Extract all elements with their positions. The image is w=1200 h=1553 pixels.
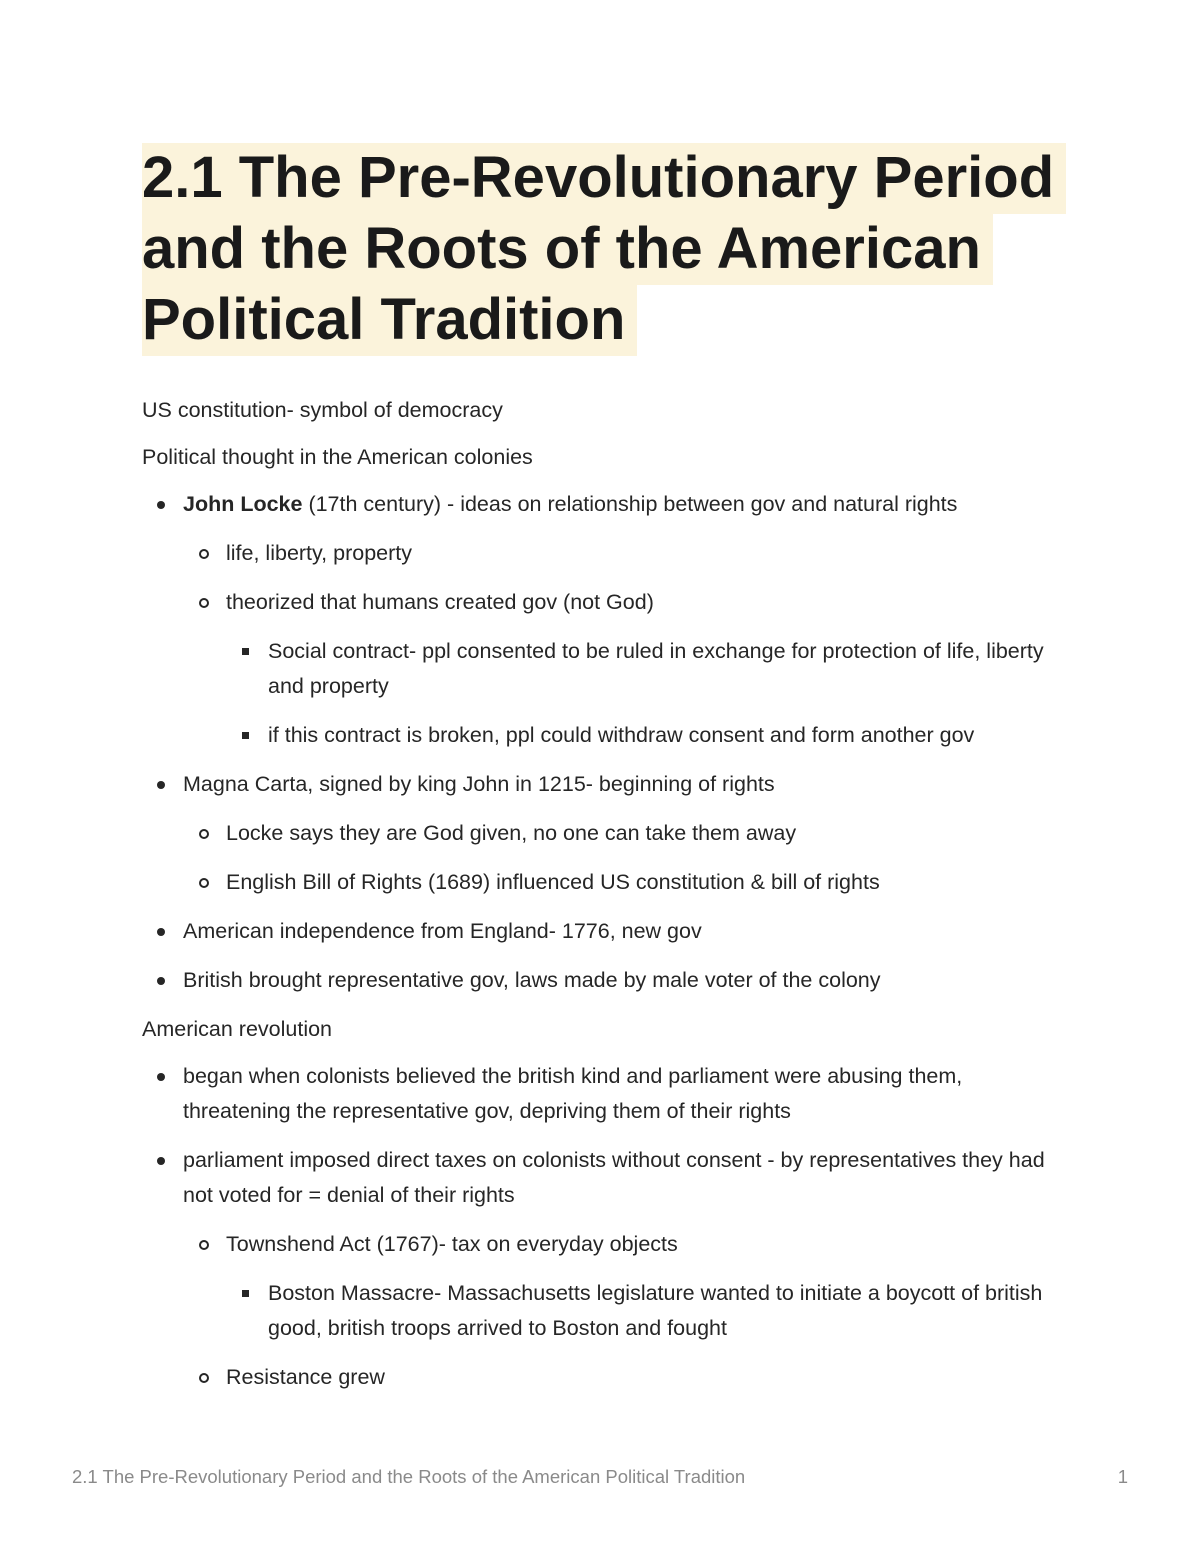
paragraph-us-constitution: US constitution- symbol of democracy — [142, 398, 503, 422]
bullet-circle-icon — [199, 598, 209, 608]
american-revolution-list — [142, 1059, 1062, 1395]
list-item-magna-carta: Magna Carta, signed by king John in 1215- beginning of rights — [142, 767, 1062, 802]
bullet-disc-icon — [157, 1073, 165, 1081]
john-locke-description: (17th century) - ideas on relationship between gov and natural rights — [302, 492, 958, 516]
bullet-disc-icon — [157, 501, 165, 509]
bullet-circle-icon — [199, 878, 209, 888]
bullet-square-icon — [242, 732, 249, 739]
bullet-circle-icon — [199, 549, 209, 559]
list-item-john-locke — [142, 487, 1062, 522]
political-thought-list — [142, 487, 1062, 998]
bullet-disc-icon — [157, 928, 165, 936]
paragraph-american-revolution: American revolution — [142, 1017, 333, 1041]
list-item-humans-created-gov: theorized that humans created gov (not God) — [142, 585, 1062, 620]
list-item-god-given: Locke says they are God given, no one can take them away — [142, 816, 1062, 851]
list-item-american-independence: American independence from England- 1776, new gov — [142, 914, 1062, 949]
list-item-revolution-began: began when colonists believed the british kind and parliament were abusing them, threatening the representative gov, depriving them of their rights — [142, 1059, 1062, 1129]
bullet-disc-icon — [157, 781, 165, 789]
list-item-boston-massacre: Boston Massacre- Massachusetts legislature wanted to initiate a boycott of british good, british troops arrived to Boston and fought — [142, 1276, 1062, 1346]
list-item-townshend-act: Townshend Act (1767)- tax on everyday objects — [142, 1227, 1062, 1262]
bullet-circle-icon — [199, 1240, 209, 1250]
list-item-resistance-grew: Resistance grew — [142, 1360, 1062, 1395]
bullet-circle-icon — [199, 1373, 209, 1383]
john-locke-name: John Locke — [183, 492, 303, 516]
page-title-text: 2.1 The Pre-Revolutionary Period and the Roots of the American Political Tradition — [142, 143, 1066, 356]
bullet-square-icon — [242, 1290, 249, 1297]
list-item-social-contract: Social contract- ppl consented to be ruled in exchange for protection of life, liberty and property — [142, 634, 1062, 704]
list-item-english-bill-of-rights: English Bill of Rights (1689) influenced US constitution & bill of rights — [142, 865, 1062, 900]
paragraph-political-thought: Political thought in the American colonies — [142, 445, 533, 469]
list-item-life-liberty-property: life, liberty, property — [142, 536, 1062, 571]
list-item-direct-taxes: parliament imposed direct taxes on colonists without consent - by representatives they had not voted for = denial of their rights — [142, 1143, 1062, 1213]
page-number: 1 — [1117, 1466, 1128, 1487]
list-item-representative-gov: British brought representative gov, laws made by male voter of the colony — [142, 963, 1062, 998]
bullet-square-icon — [242, 648, 249, 655]
bullet-disc-icon — [157, 977, 165, 985]
page-title — [142, 142, 1102, 355]
footer-title: 2.1 The Pre-Revolutionary Period and the Roots of the American Political Tradition — [72, 1466, 746, 1487]
list-item-contract-broken: if this contract is broken, ppl could withdraw consent and form another gov — [142, 718, 1062, 753]
bullet-disc-icon — [157, 1157, 165, 1165]
bullet-circle-icon — [199, 829, 209, 839]
document-body — [142, 393, 1062, 1409]
